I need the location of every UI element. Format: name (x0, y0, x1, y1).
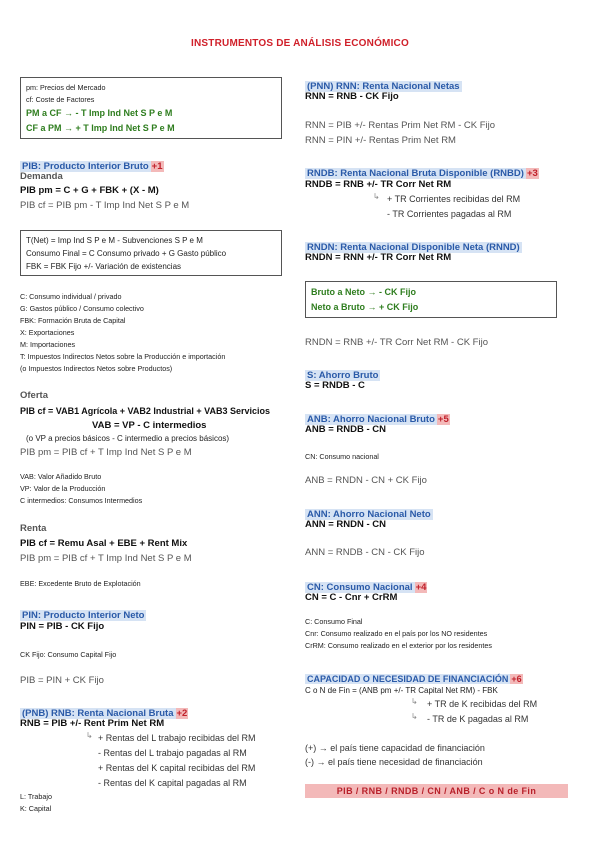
list-item: + TR Corrientes recibidas del RM (387, 194, 521, 204)
return-arrow-icon: ↳ (86, 731, 93, 740)
definition: EBE: Excedente Bruto de Explotación (20, 579, 141, 588)
definition: FBK: Formación Bruta de Capital (20, 316, 126, 325)
formula: PIB cf = PIB pm - T Imp Ind Net S P e M (20, 200, 190, 211)
definition: C intermedios: Consumos Intermedios (20, 496, 143, 505)
section-header: (PNN) RNN: Renta Nacional Netas (307, 81, 460, 92)
section-header: CN: Consumo Nacional (307, 582, 413, 593)
formula: RNN = PIB +/- Rentas Prim Net RM - CK Fijo (305, 120, 496, 131)
formula: RNDN = RNB +/- TR Corr Net RM - CK Fijo (305, 337, 488, 348)
return-arrow-icon: ↳ (411, 697, 418, 706)
badge: +2 (176, 708, 188, 719)
definition: VP: Valor de la Producción (20, 484, 106, 493)
conversion-box (305, 281, 557, 318)
badge: +1 (151, 161, 163, 172)
section-header: (PNB) RNB: Renta Nacional Bruta (22, 708, 174, 719)
list-item: + TR de K recibidas del RM (427, 699, 538, 709)
formula: PIB pm = PIB cf + T Imp Ind Net S P e M (20, 447, 192, 458)
box-line: pm: Precios del Mercado (26, 83, 106, 92)
badge: +6 (511, 674, 522, 684)
section-header: PIN: Producto Interior Neto (22, 610, 145, 621)
section-header: ANN: Ahorro Nacional Neto (307, 509, 431, 520)
formula: S = RNDB - C (305, 380, 365, 391)
formula: PIB pm = PIB cf + T Imp Ind Net S P e M (20, 553, 192, 564)
definition: Cnr: Consumo realizado en el país por los NO residentes (305, 629, 488, 638)
section-cap (305, 669, 523, 687)
formula: ANB = RNDB - CN (305, 424, 387, 435)
formula: PIB pm = C + G + FBK + (X - M) (20, 185, 159, 196)
formula: RNDN = RNN +/- TR Corr Net RM (305, 252, 452, 263)
definition: T: Impuestos Indirectos Netos sobre la Producción e importación (20, 352, 226, 361)
section-header: PIB: Producto Interior Bruto (22, 161, 149, 172)
formula: ANN = RNDN - CN (305, 519, 387, 530)
box-line: Neto a Bruto → + CK Fijo (311, 302, 419, 312)
formula: CN = C - Cnr + CrRM (305, 592, 398, 603)
return-arrow-icon: ↳ (373, 192, 380, 201)
box-line: PM a CF → - T Imp Ind Net S P e M (26, 108, 173, 118)
badge: +5 (437, 414, 449, 425)
formula: RNN = PIN +/- Rentas Prim Net RM (305, 135, 456, 146)
list-item: - Rentas del L trabajo pagadas al RM (98, 748, 247, 758)
list-item: - TR de K pagadas al RM (427, 714, 529, 724)
subheading: Oferta (20, 390, 48, 401)
return-arrow-icon: ↳ (411, 712, 418, 721)
section-header: CAPACIDAD O NECESIDAD DE FINANCIACIÓN (307, 674, 509, 684)
definition: CN: Consumo nacional (305, 452, 379, 461)
definition: CK Fijo: Consumo Capital Fijo (20, 650, 117, 659)
box-line: FBK = FBK Fijo +/- Variación de existencias (26, 262, 182, 271)
formula: RNB = PIB +/- Rent Prim Net RM (20, 718, 165, 729)
formula: ANN = RNDB - CN - CK Fijo (305, 547, 425, 558)
definition: L: Trabajo (20, 792, 52, 801)
box-line: T(Net) = Imp Ind S P e M - Subvenciones S P e M (26, 236, 203, 245)
list-item: + Rentas del L trabajo recibidas del RM (98, 733, 256, 743)
badge: +3 (526, 168, 538, 179)
box-line: cf: Coste de Factores (26, 95, 95, 104)
formula: PIN = PIB - CK Fijo (20, 621, 105, 632)
formula: PIB cf = VAB1 Agrícola + VAB2 Industrial + VAB3 Servicios (20, 406, 271, 416)
section-header: RNDN: Renta Nacional Disponible Neta (RNND) (307, 242, 520, 253)
box-line: Bruto a Neto → - CK Fijo (311, 287, 416, 297)
box-line: CF a PM → + T Imp Ind Net S P e M (26, 123, 175, 133)
formula: C o N de Fin = (ANB pm +/- TR Capital Net RM) - FBK (305, 686, 498, 695)
section-header: RNDB: Renta Nacional Bruta Disponible (RNBD) (307, 168, 524, 179)
conversion-box (20, 77, 282, 139)
list-item: + Rentas del K capital recibidas del RM (98, 763, 256, 773)
definition: (o Impuestos Indirectos Netos sobre Productos) (20, 364, 173, 373)
definition: G: Gastos público / Consumo colectivo (20, 304, 144, 313)
note: (+) → el país tiene capacidad de financiación (305, 743, 485, 753)
subheading: Demanda (20, 171, 63, 182)
box-line: Consumo Final = C Consumo privado + G Gasto público (26, 249, 227, 258)
note: (o VP a precios básicos - C intermedio a precios básicos) (26, 434, 230, 443)
formula: VAB = VP - C intermedios (92, 420, 207, 431)
definition: C: Consumo Final (305, 617, 363, 626)
formula: ANB = RNDN - CN + CK Fijo (305, 475, 427, 486)
subheading: Renta (20, 523, 47, 534)
badge: +4 (415, 582, 427, 593)
definition: CrRM: Consumo realizado en el exterior por los residentes (305, 641, 492, 650)
page-title: INSTRUMENTOS DE ANÁLISIS ECONÓMICO (191, 38, 409, 49)
definition: M: Importaciones (20, 340, 76, 349)
section-header: ANB: Ahorro Nacional Bruto (307, 414, 435, 425)
list-item: - TR Corrientes pagadas al RM (387, 209, 512, 219)
summary-band: PIB / RNB / RNDB / CN / ANB / C o N de Fin (305, 784, 568, 798)
section-header: S: Ahorro Bruto (307, 370, 379, 381)
formula: PIB cf = Remu Asal + EBE + Rent Mix (20, 538, 188, 549)
definition: X: Exportaciones (20, 328, 75, 337)
definition-box (20, 230, 282, 276)
definition: VAB: Valor Añadido Bruto (20, 472, 102, 481)
formula: RNN = RNB - CK Fijo (305, 91, 399, 102)
definition: C: Consumo individual / privado (20, 292, 122, 301)
formula: RNDB = RNB +/- TR Corr Net RM (305, 179, 452, 190)
definition: K: Capital (20, 804, 52, 813)
list-item: - Rentas del K capital pagadas al RM (98, 778, 247, 788)
formula: PIB = PIN + CK Fijo (20, 675, 104, 686)
note: (-) → el país tiene necesidad de financiación (305, 757, 483, 767)
